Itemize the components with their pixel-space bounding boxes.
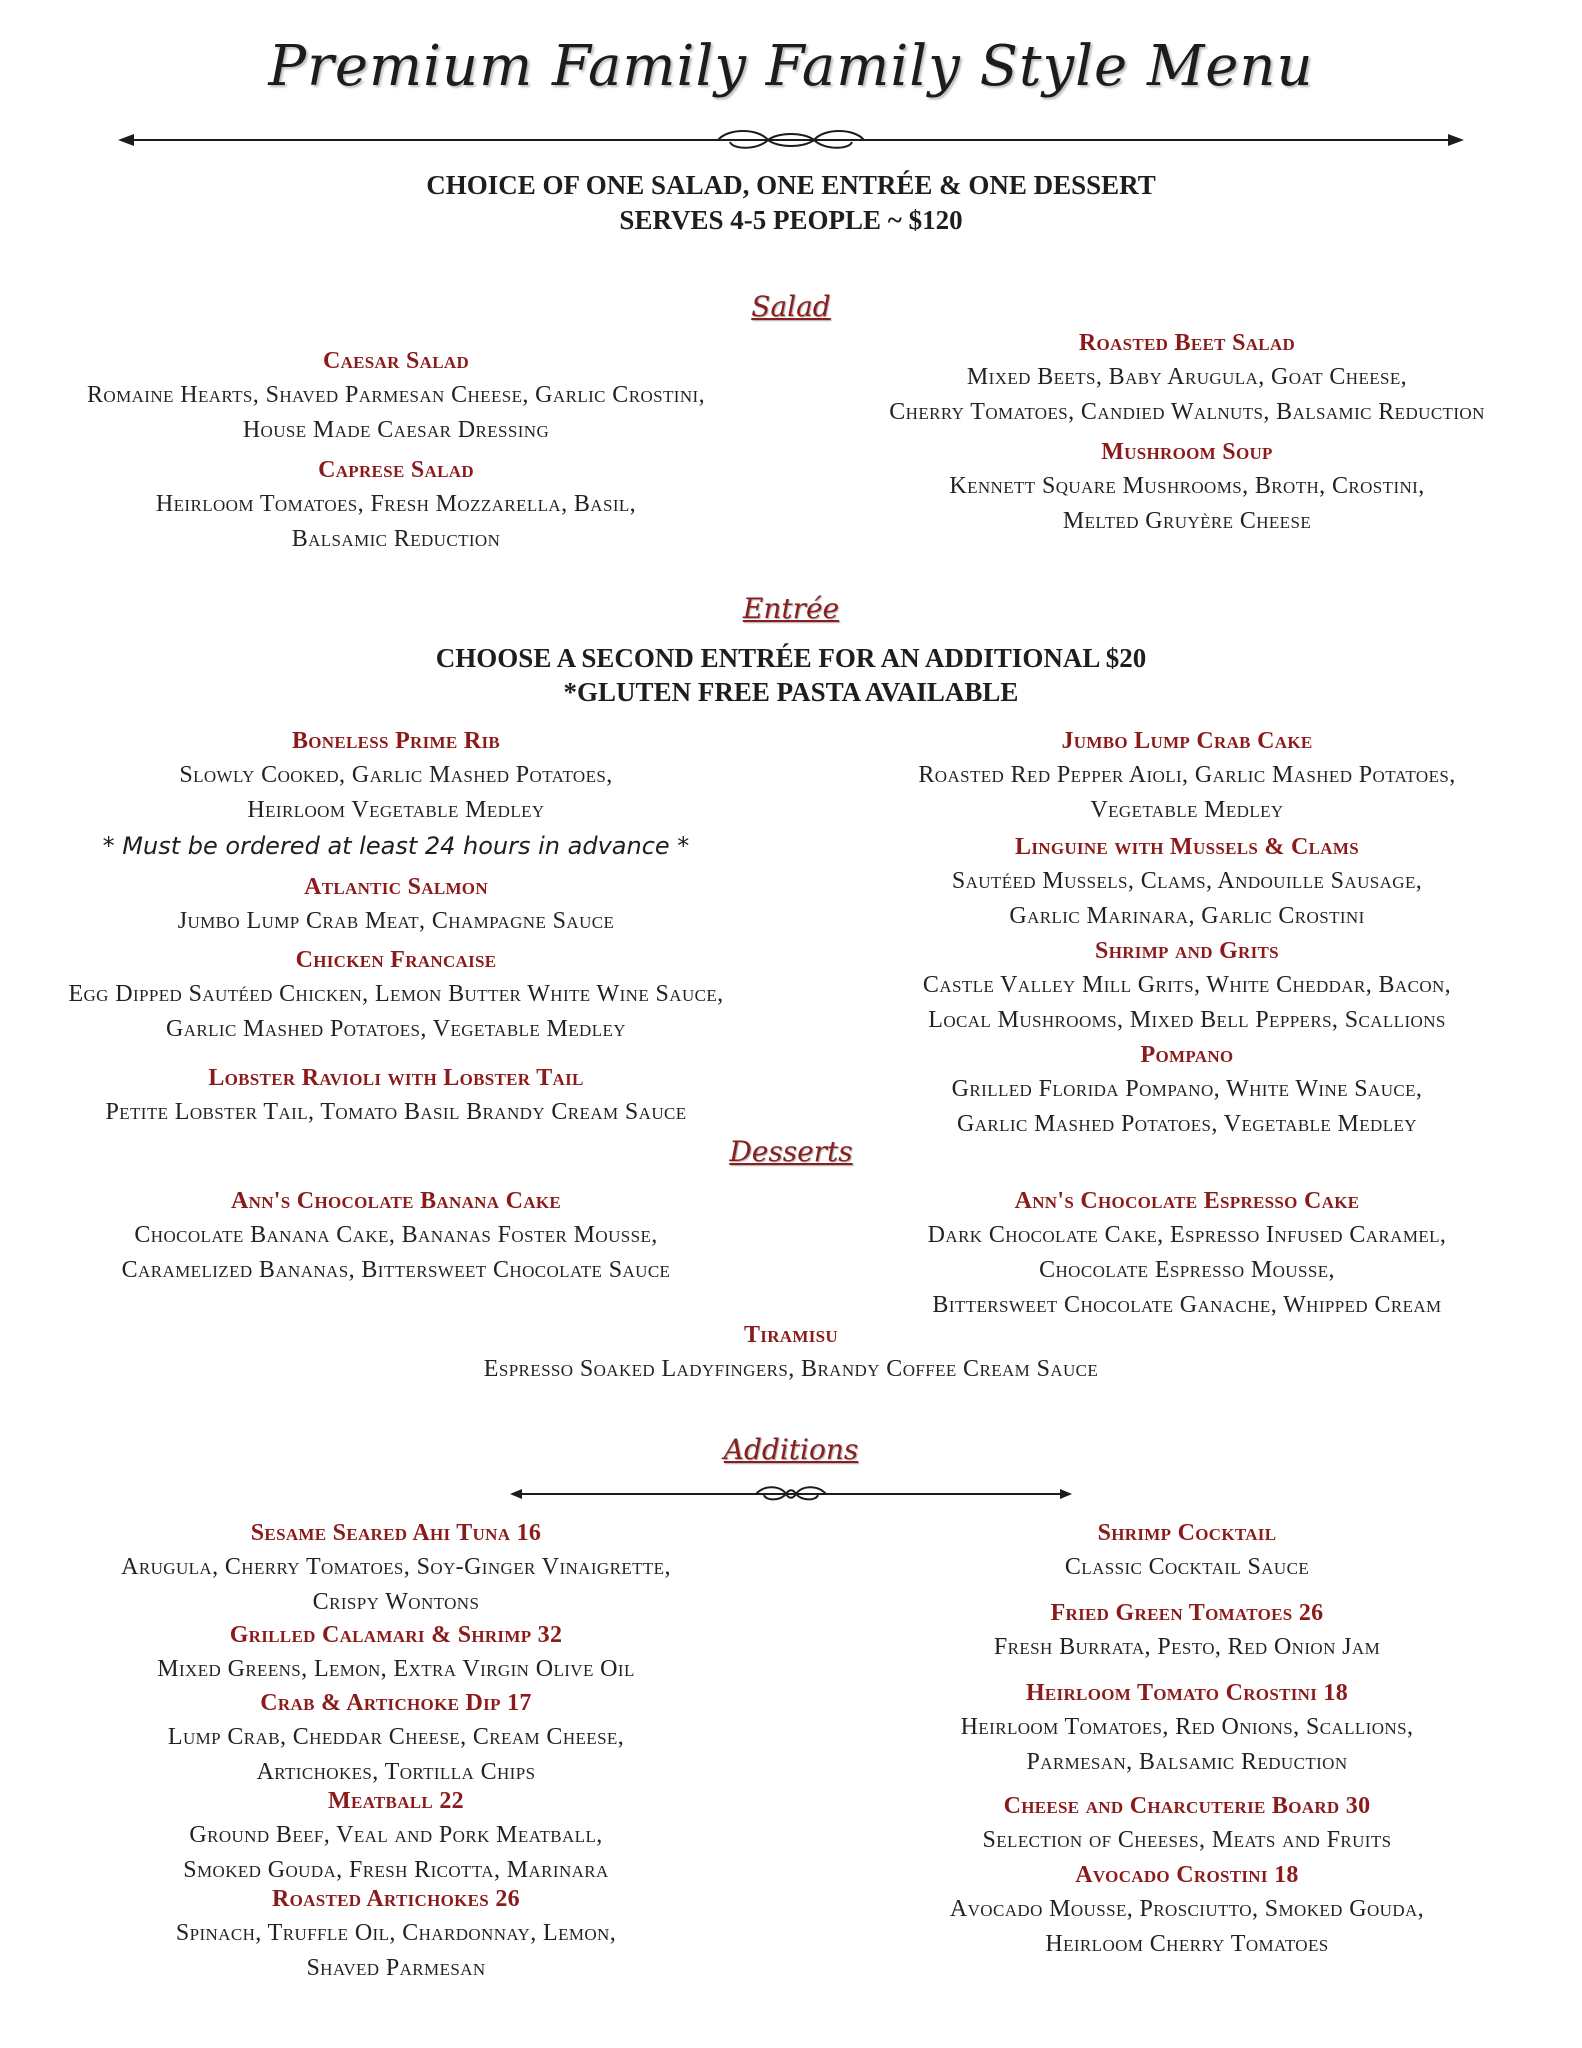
section-salad: Salad: [751, 290, 831, 323]
desc-prime-rib-1: Slowly Cooked, Garlic Mashed Potatoes,: [179, 762, 613, 788]
dish-linguine: Linguine with Mussels & Clams: [1015, 834, 1359, 860]
desc-avocado-1: Avocado Mousse, Prosciutto, Smoked Gouda,: [949, 1896, 1425, 1922]
ornament-divider-small-icon: [510, 1484, 1072, 1504]
dish-tomato-crostini: Heirloom Tomato Crostini 18: [1025, 1680, 1349, 1706]
desc-ahi-2: Crispy Wontons: [312, 1589, 480, 1615]
dish-atlantic-salmon: Atlantic Salmon: [304, 874, 488, 900]
desc-prime-rib-2: Heirloom Vegetable Medley: [247, 797, 545, 823]
desc-crab-cake-2: Vegetable Medley: [1090, 797, 1284, 823]
ornament-divider-icon: [118, 128, 1464, 152]
dish-avocado-crostini: Avocado Crostini 18: [1075, 1862, 1299, 1888]
dish-calamari: Grilled Calamari & Shrimp 32: [229, 1622, 563, 1648]
dish-roasted-artichokes: Roasted Artichokes 26: [272, 1886, 520, 1912]
desc-espresso-cake-1: Dark Chocolate Cake, Espresso Infused Caramel,: [927, 1222, 1447, 1248]
desc-salmon-1: Jumbo Lump Crab Meat, Champagne Sauce: [177, 908, 615, 934]
dish-fried-green-tomatoes: Fried Green Tomatoes 26: [1050, 1600, 1324, 1626]
desc-beet-2: Cherry Tomatoes, Candied Walnuts, Balsamic Reduction: [889, 399, 1485, 425]
desc-charcuterie-1: Selection of Cheeses, Meats and Fruits: [982, 1827, 1392, 1853]
desc-mushroom-2: Melted Gruyère Cheese: [1062, 508, 1312, 534]
dish-ahi-tuna: Sesame Seared Ahi Tuna 16: [250, 1520, 542, 1546]
desc-artichokes-2: Shaved Parmesan: [306, 1955, 486, 1981]
prime-rib-note: * Must be ordered at least 24 hours in advance *: [102, 832, 690, 860]
desc-caesar-1: Romaine Hearts, Shaved Parmesan Cheese, Garlic Crostini,: [87, 382, 705, 408]
desc-green-tomatoes-1: Fresh Burrata, Pesto, Red Onion Jam: [993, 1634, 1381, 1660]
desc-mushroom-1: Kennett Square Mushrooms, Broth, Crostini,: [949, 473, 1425, 499]
desc-crab-dip-2: Artichokes, Tortilla Chips: [256, 1759, 536, 1785]
desc-shrimp-grits-1: Castle Valley Mill Grits, White Cheddar, Bacon,: [922, 972, 1452, 998]
desc-banana-cake-1: Chocolate Banana Cake, Bananas Foster Mousse,: [134, 1222, 658, 1248]
desc-meatball-1: Ground Beef, Veal and Pork Meatball,: [189, 1822, 603, 1848]
desc-artichokes-1: Spinach, Truffle Oil, Chardonnay, Lemon,: [175, 1920, 617, 1946]
desc-chicken-2: Garlic Mashed Potatoes, Vegetable Medley: [166, 1016, 626, 1042]
dish-shrimp-cocktail: Shrimp Cocktail: [1097, 1520, 1277, 1546]
desc-chicken-1: Egg Dipped Sautéed Chicken, Lemon Butter White Wine Sauce,: [68, 981, 724, 1007]
desc-crab-cake-1: Roasted Red Pepper Aioli, Garlic Mashed Potatoes,: [918, 762, 1456, 788]
desc-espresso-cake-3: Bittersweet Chocolate Ganache, Whipped Cream: [932, 1292, 1442, 1318]
title-divider: [118, 128, 1464, 152]
entree-note-2: *GLUTEN FREE PASTA AVAILABLE: [563, 677, 1019, 707]
desc-caprese-2: Balsamic Reduction: [291, 526, 501, 552]
section-entree: Entrée: [742, 592, 840, 625]
section-additions: Additions: [723, 1433, 859, 1466]
desc-ahi-1: Arugula, Cherry Tomatoes, Soy-Ginger Vinaigrette,: [121, 1554, 671, 1580]
dish-espresso-cake: Ann's Chocolate Espresso Cake: [1014, 1188, 1360, 1214]
desc-tiramisu-1: Espresso Soaked Ladyfingers, Brandy Coffee Cream Sauce: [483, 1356, 1099, 1382]
desc-ravioli-1: Petite Lobster Tail, Tomato Basil Brandy Cream Sauce: [105, 1099, 687, 1125]
dish-caesar-salad: Caesar Salad: [322, 348, 470, 374]
dish-meatball: Meatball 22: [328, 1788, 464, 1814]
desc-linguine-2: Garlic Marinara, Garlic Crostini: [1009, 903, 1365, 929]
dish-crab-dip: Crab & Artichoke Dip 17: [260, 1690, 532, 1716]
desc-crab-dip-1: Lump Crab, Cheddar Cheese, Cream Cheese,: [167, 1724, 625, 1750]
desc-espresso-cake-2: Chocolate Espresso Mousse,: [1039, 1257, 1335, 1283]
dish-pompano: Pompano: [1140, 1042, 1234, 1068]
desc-tomato-crostini-1: Heirloom Tomatoes, Red Onions, Scallions,: [960, 1714, 1414, 1740]
desc-caesar-2: House Made Caesar Dressing: [242, 417, 550, 443]
desc-caprese-1: Heirloom Tomatoes, Fresh Mozzarella, Basil,: [155, 491, 637, 517]
desc-linguine-1: Sautéed Mussels, Clams, Andouille Sausage,: [951, 868, 1423, 894]
desc-pompano-1: Grilled Florida Pompano, White Wine Sauce,: [951, 1076, 1423, 1102]
desc-beet-1: Mixed Beets, Baby Arugula, Goat Cheese,: [966, 364, 1408, 390]
intro-line-1: CHOICE OF ONE SALAD, ONE ENTRÉE & ONE DESSERT: [426, 170, 1156, 200]
additions-divider: [510, 1484, 1072, 1504]
desc-calamari-1: Mixed Greens, Lemon, Extra Virgin Olive Oil: [157, 1656, 635, 1682]
menu-title: Premium Family Family Style Menu: [268, 34, 1314, 99]
intro-line-2: SERVES 4-5 PEOPLE ~ $120: [619, 205, 963, 235]
dish-mushroom-soup: Mushroom Soup: [1101, 439, 1273, 465]
entree-note-1: CHOOSE A SECOND ENTRÉE FOR AN ADDITIONAL $20: [435, 643, 1147, 673]
dish-crab-cake: Jumbo Lump Crab Cake: [1061, 728, 1313, 754]
desc-shrimp-cocktail-1: Classic Cocktail Sauce: [1064, 1554, 1310, 1580]
desc-meatball-2: Smoked Gouda, Fresh Ricotta, Marinara: [183, 1857, 609, 1883]
desc-tomato-crostini-2: Parmesan, Balsamic Reduction: [1026, 1749, 1348, 1775]
desc-shrimp-grits-2: Local Mushrooms, Mixed Bell Peppers, Scallions: [928, 1007, 1446, 1033]
desc-banana-cake-2: Caramelized Bananas, Bittersweet Chocolate Sauce: [121, 1257, 671, 1283]
dish-roasted-beet-salad: Roasted Beet Salad: [1078, 330, 1296, 356]
dish-charcuterie-board: Cheese and Charcuterie Board 30: [1003, 1793, 1371, 1819]
dish-banana-cake: Ann's Chocolate Banana Cake: [231, 1188, 561, 1214]
section-desserts: Desserts: [729, 1135, 853, 1168]
dish-prime-rib: Boneless Prime Rib: [291, 728, 501, 754]
dish-tiramisu: Tiramisu: [744, 1322, 838, 1348]
dish-shrimp-grits: Shrimp and Grits: [1095, 938, 1279, 964]
dish-chicken-francaise: Chicken Francaise: [295, 947, 497, 973]
dish-caprese-salad: Caprese Salad: [318, 457, 474, 483]
desc-pompano-2: Garlic Mashed Potatoes, Vegetable Medley: [957, 1111, 1417, 1137]
desc-avocado-2: Heirloom Cherry Tomatoes: [1045, 1931, 1329, 1957]
dish-lobster-ravioli: Lobster Ravioli with Lobster Tail: [208, 1065, 584, 1091]
